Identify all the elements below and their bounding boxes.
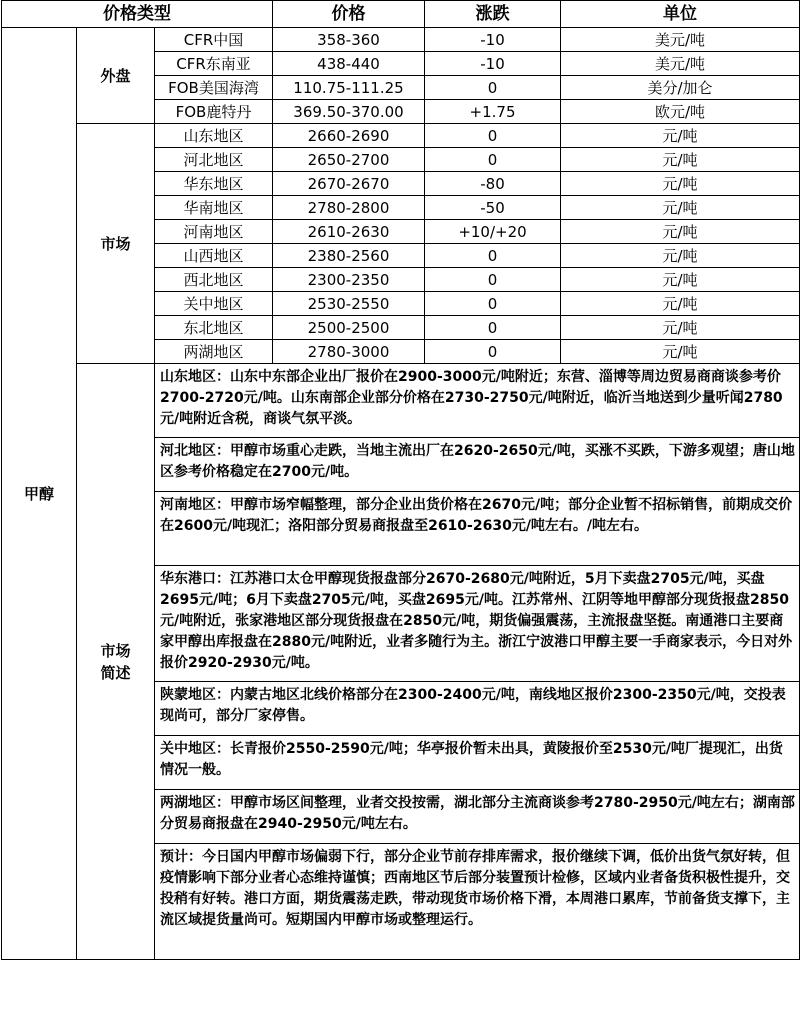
row-price: 2500-2500	[273, 316, 425, 340]
row-change: 0	[425, 76, 561, 100]
row-unit: 元/吨	[561, 220, 800, 244]
row-change: -80	[425, 172, 561, 196]
summary-guanzhong: 关中地区：长青报价2550-2590元/吨；华亭报价暂未出具，黄陵报价至2530元/吨厂提现汇，出货情况一般。	[155, 736, 800, 790]
row-price: 2300-2350	[273, 268, 425, 292]
row-name: 华东地区	[155, 172, 273, 196]
summary-hebei: 河北地区：甲醇市场重心走跌，当地主流出厂在2620-2650元/吨，买涨不买跌，下游多观望；唐山地区参考价格稳定在2700元/吨。	[155, 438, 800, 492]
summary-shaanxi-inner-mongolia: 陕蒙地区：内蒙古地区北线价格部分在2300-2400元/吨，南线地区报价2300-2350元/吨，交投表现尚可，部分厂家停售。	[155, 682, 800, 736]
row-unit: 元/吨	[561, 172, 800, 196]
row-change: +1.75	[425, 100, 561, 124]
row-unit: 美元/吨	[561, 52, 800, 76]
row-unit: 元/吨	[561, 340, 800, 364]
summary-label-line1: 市场	[100, 641, 131, 660]
row-change: 0	[425, 292, 561, 316]
summary-east-china-port: 华东港口：江苏港口太仓甲醇现货报盘部分2670-2680元/吨附近，5月下卖盘2705元/吨，买盘2695元/吨；6月下卖盘2705元/吨，买盘2695元/吨。江苏常州、江阴等地甲醇部分现货报盘2850元/吨附近，张家港地区部分现货报盘在2850元/吨，期货偏强震荡，主流报盘坚挺。南通港口主要商家甲醇出库报盘在2880元/吨附近，业者多随行为主。浙江宁波港口甲醇主要一手商家表示，今日对外报价2920-2930元/吨。	[155, 566, 800, 682]
summary-row	[2, 364, 800, 438]
header-price-type: 价格类型	[2, 1, 273, 28]
row-name: CFR中国	[155, 28, 273, 52]
row-change: +10/+20	[425, 220, 561, 244]
row-price: 369.50-370.00	[273, 100, 425, 124]
row-unit: 元/吨	[561, 148, 800, 172]
external-label: 外盘	[77, 28, 155, 124]
row-name: 山东地区	[155, 124, 273, 148]
table-row	[2, 124, 800, 148]
row-unit: 欧元/吨	[561, 100, 800, 124]
row-change: -10	[425, 52, 561, 76]
table-row	[2, 28, 800, 52]
row-change: 0	[425, 244, 561, 268]
row-name: FOB鹿特丹	[155, 100, 273, 124]
header-change: 涨跌	[425, 1, 561, 28]
row-unit: 美分/加仑	[561, 76, 800, 100]
header-unit: 单位	[561, 1, 800, 28]
row-unit: 元/吨	[561, 196, 800, 220]
row-unit: 元/吨	[561, 292, 800, 316]
row-change: 0	[425, 124, 561, 148]
row-unit: 元/吨	[561, 244, 800, 268]
row-unit: 元/吨	[561, 268, 800, 292]
market-label: 市场	[77, 124, 155, 364]
row-price: 110.75-111.25	[273, 76, 425, 100]
summary-lianghu: 两湖地区：甲醇市场区间整理，业者交投按需，湖北部分主流商谈参考2780-2950元/吨左右；湖南部分贸易商报盘在2940-2950元/吨左右。	[155, 790, 800, 844]
row-name: 东北地区	[155, 316, 273, 340]
row-price: 2650-2700	[273, 148, 425, 172]
row-name: CFR东南亚	[155, 52, 273, 76]
row-unit: 元/吨	[561, 316, 800, 340]
row-change: -50	[425, 196, 561, 220]
header-price: 价格	[273, 1, 425, 28]
summary-henan: 河南地区：甲醇市场窄幅整理，部分企业出货价格在2670元/吨；部分企业暂不招标销售，前期成交价在2600元/吨现汇；洛阳部分贸易商报盘至2610-2630元/吨左右。/吨左右。	[155, 492, 800, 566]
row-name: 河北地区	[155, 148, 273, 172]
row-change: 0	[425, 316, 561, 340]
row-price: 2780-3000	[273, 340, 425, 364]
row-price: 358-360	[273, 28, 425, 52]
summary-forecast: 预计：今日国内甲醇市场偏弱下行，部分企业节前存排库需求，报价继续下调，低价出货气氛好转，但疫情影响下部分业者心态维持谨慎；西南地区节后部分装置预计检修，区域内业者备货积极性提升，交投稍有好转。港口方面，期货震荡走跌，带动现货市场价格下滑，本周港口累库，节前备货支撑下，主流区域提货量尚可。短期国内甲醇市场或整理运行。	[155, 844, 800, 960]
row-name: 河南地区	[155, 220, 273, 244]
row-price: 2660-2690	[273, 124, 425, 148]
row-price: 2380-2560	[273, 244, 425, 268]
row-name: 华南地区	[155, 196, 273, 220]
row-price: 2610-2630	[273, 220, 425, 244]
row-change: -10	[425, 28, 561, 52]
row-change: 0	[425, 340, 561, 364]
row-change: 0	[425, 148, 561, 172]
row-unit: 元/吨	[561, 124, 800, 148]
row-name: FOB美国海湾	[155, 76, 273, 100]
summary-label	[77, 364, 155, 960]
row-price: 2670-2670	[273, 172, 425, 196]
row-name: 两湖地区	[155, 340, 273, 364]
row-price: 2780-2800	[273, 196, 425, 220]
row-name: 山西地区	[155, 244, 273, 268]
row-name: 西北地区	[155, 268, 273, 292]
row-change: 0	[425, 268, 561, 292]
summary-shandong: 山东地区：山东中东部企业出厂报价在2900-3000元/吨附近；东营、淄博等周边贸易商商谈参考价2700-2720元/吨。山东南部企业部分价格在2730-2750元/吨附近，临沂当地送到少量听闻2780元/吨附近含税，商谈气氛平淡。	[155, 364, 800, 438]
category-label: 甲醇	[2, 28, 77, 960]
methanol-price-table	[1, 0, 800, 960]
row-name: 关中地区	[155, 292, 273, 316]
row-price: 2530-2550	[273, 292, 425, 316]
header-row	[2, 1, 800, 28]
summary-label-line2: 简述	[100, 663, 131, 682]
row-price: 438-440	[273, 52, 425, 76]
row-unit: 美元/吨	[561, 28, 800, 52]
